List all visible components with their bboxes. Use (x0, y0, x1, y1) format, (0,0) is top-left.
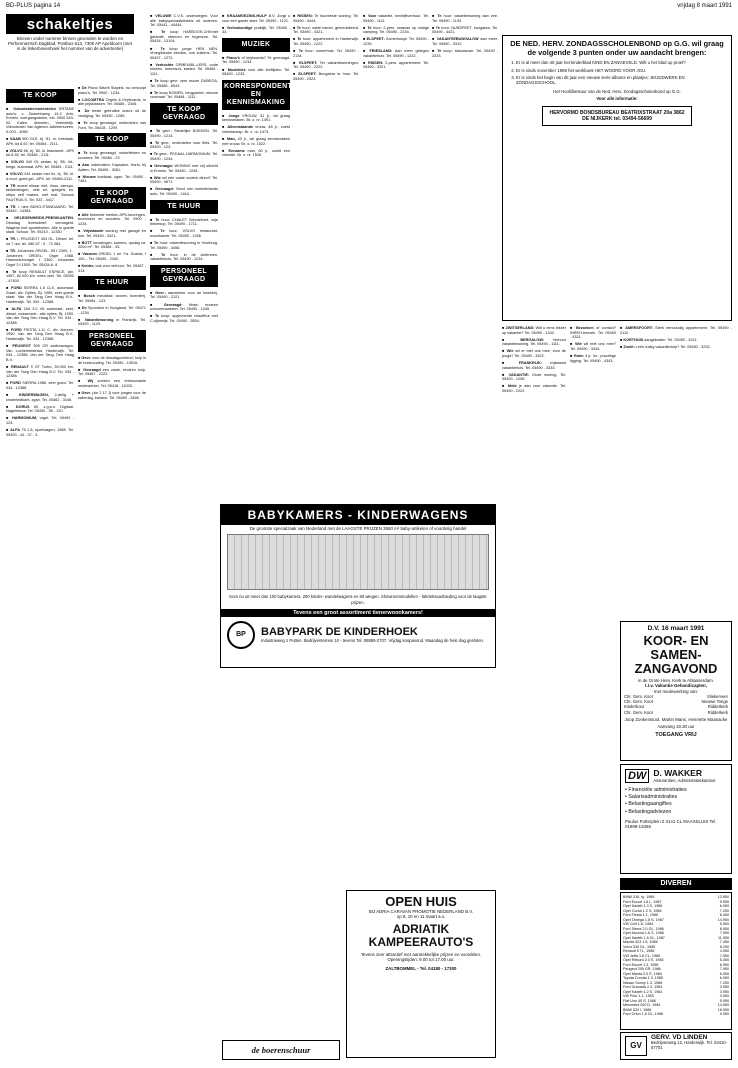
classified-ad: ■ RENAULT 9 GT Turbo, 39.000 km. Van der Tang Den Haag B.V. Tel. 034 - 12388. (6, 365, 74, 379)
classified-ad: ■ Verkochte OPMEUBIL-LERS, oude stoelen, trumeau's, kasten. Tel. 05484 - 1111. (150, 62, 219, 77)
classified-ad: ■ Te gevr.: onderdelen voor fiets. Tel. 05490 - 123. (150, 140, 218, 150)
column-5 (293, 14, 359, 500)
classified-ad: ■ Eenzame man, 60 jr., zoekt een vriendin. Br. o. nr. 1526. (222, 148, 290, 158)
open-huis-line1: BIJ ADRIA CARAVAN PROMOTIE NEDERLAND B.V. (368, 909, 474, 914)
classified-ad: ■ GELEGENHEIDS-PREDIKANTEN. Dinsdag levensbrief, vermageld. Wagens met sportstoelen. Alle in goede staat. Schuur. Tel. 05210 - 12330. (6, 216, 74, 235)
classified-ad: ■ Ruim 4 jr. inr., prachtige ligging. Tel. 05490 - 4343. (570, 353, 617, 363)
wakker-service: • Belastingadviezen (625, 808, 672, 815)
classified-ad: ■ LOCOMTRA Orgels & Keyboards, in alle prijsklassen. Tel. 05485 - 2345. (78, 97, 146, 107)
babykamers-ad (220, 504, 496, 668)
column-3 (150, 14, 218, 1060)
wakker-name: D. WAKKER (653, 768, 702, 778)
baby-ad-title: BABYKAMERS - KINDERWAGENS (221, 505, 495, 525)
classified-ad: ■ ALFA 164 3.0 V6 automaat, zeer, diesel, cruisecontr., alle opties, Bj. 1990. Van der Tang Den Haag B.V. Tel. 034 - 12388. (6, 306, 74, 325)
classified-ad: ■ Te koop: opgevoerde chauffeur met C-rijbewijs. Tel. 05490 - 5554. (150, 314, 219, 323)
wakker-role: Assurantien, Administratiekantoor (653, 778, 716, 783)
zondagsschool-notice (502, 35, 732, 321)
car-listing: Renault 5 TL, 1985 4.950 (623, 949, 729, 953)
classified-ad: ■ Vakantiewoning in Frankrijk. Tel. 05490 - 1129. (78, 317, 147, 327)
wakker-ad (620, 764, 732, 874)
classified-ad: ■ VOLVO 66, bj. '82, kl. blauwmet., APK tot 8-92, tel. 05484 - 2111. (6, 148, 75, 158)
classified-ad: ■ Gevraagd: flinke, ervaren schoonmaakster. Tel. 05490 - 1245. (150, 302, 218, 312)
car-listing: Ford Orion 1.6 GL, 1986 9.950 (623, 1012, 729, 1016)
koor-performer: Chr. Gem. Koor Ridderkerk (624, 709, 728, 715)
car-listing: Ford Fiesta 1.1, 1986 6.450 (623, 913, 729, 917)
classified-ad: ■ Wie wil er met ons mee, voor de jeugd? Tel. 05490 - 3322. (502, 349, 566, 358)
wakker-service: • Salarisadministraties (625, 794, 678, 801)
column-4-lower (222, 672, 340, 1036)
classified-ad: ■ Te koop gevr. zeer mooie DUBEGA. Tel. 05486 - 6543. (150, 79, 218, 88)
classified-ad: ■ DORUS 60, z.g.a.n. Digitaal. Nagelnieuw. Tel. 05490 - 55 - 120. (6, 404, 74, 414)
koor-performer: Chr. Gem. Koor Sliekerveer (624, 694, 728, 700)
diveren-heading: DIVEREN (620, 878, 732, 890)
boerenschuur-ad: de boerenschuur (222, 1040, 340, 1060)
wakker-service: • Belastingaangiftes (625, 801, 672, 808)
classified-ad: ■ Vrijstaande woning met garage en tuin. Tel. 05490 - 3421. (78, 229, 146, 238)
classified-ad: ■ Voor vakantie, bedrijfsverhuur. Tel. 05490 - 1111. (363, 14, 429, 23)
header-left: BD-PLUS pagina 14 (6, 3, 61, 9)
car-listing: Ford Sierra 2.0 GL, 1986 8.950 (623, 926, 729, 931)
babypark-logo-icon: BP (227, 621, 255, 649)
car-listing: Opel Kadett 1.6 GL, 1987 11.950 (623, 935, 729, 940)
classified-ad: ■ FRANKRIJK: vrijstaand vakantiehuis. Tel. 05490 - 3333. (502, 361, 566, 370)
classified-ad: ■ ZWITSERLAND: Wilt u eens lekker op vakantie? Tel. 05490 - 1342. (502, 326, 566, 335)
classified-ad: ■ Verloskundige praktijk. Tel. 05490 - 33. (222, 25, 290, 35)
wakker-address: Paulus Potterplein 2 3141 CL MAASSLUIS Tel. 01899-13456 (625, 818, 717, 830)
car-listing: Mazda 323 1.5, 1986 7.450 (623, 940, 729, 944)
shop-illustration (227, 534, 489, 590)
car-listing: Toyota Corolla 1.3, 1985 6.950 (623, 976, 729, 980)
classified-ad: ■ Gevr. voor de dinsdagochtend, hulp in de huishouding. Tel. 05490 - 13516. (78, 355, 146, 365)
koor-place: in de Grote Herv. Kerk te Ablasserdam. (637, 678, 715, 683)
column-1 (6, 86, 74, 1060)
classified-ad: ■ Te gevr.: PEDAAL-HARMONIUM. Tel. 05490 - 1234. (150, 152, 219, 161)
car-listing: Fiat Uno 45 S, 1986 5.950 (623, 998, 729, 1003)
classified-ad: ■ KINDERWAGEN, 2-delig + kinderledikant, zgan. Tel. 05462 - 3146. (6, 392, 74, 402)
koor-time: Aanvang 19.30 uur (657, 724, 695, 729)
open-huis-line2: op 8, 10 en 11 maart a.s. (396, 914, 446, 920)
babypark-block (221, 619, 495, 651)
classified-ad: ■ TR. Johannes ORGEL. 05 f 2300, 1 . Johannes ORGEL. Orgel 1988, Harmoniumorgel. f 2300. Johannes Orgel 2 f 1500. Tel. 05434-6. 8. (6, 248, 74, 267)
koor-theme: t.t.v. Vakantie Gehandicapten, (645, 683, 707, 689)
wakker-logo-icon: DW (625, 769, 649, 783)
koor-entry: TOEGANG VRIJ (655, 732, 697, 739)
category-heading: PERSONEEL GEVRAAGD (150, 265, 218, 287)
header-right: vrijdag 8 maart 1991 (677, 3, 732, 9)
column-10 (620, 326, 732, 616)
classified-ad: ■ KORTHUIS aangeboden. Tel. 05490 - 3211. (620, 337, 698, 342)
classified-ad: ■ Bosch meubilair, wonen, boerderij. Tel. 05484 - 123. (78, 294, 146, 303)
column-2 (78, 86, 146, 1060)
classified-ad: ■ Piano's of keyboards? Te gevraagd. Tel. 05490 - 1234. (222, 55, 290, 65)
category-heading: PERSONEEL GEVRAAGD (78, 330, 146, 352)
category-heading: TE HUUR (78, 276, 146, 290)
classified-ad: ■ Volvodealer/onderdelen ERTADE auto's. v. Zwaveluweg 14-2 Arfo, Ermelo, overgangsdelen, etc. 0900 543-02. Kalen, diensten, Vriendelijk. Volvodealer Van Agtered, Adlertersveen, 0-003 - 4098. (6, 107, 75, 134)
car-listing: Opel Corsa 1.2 S, 1986 7.250 (623, 908, 729, 913)
classified-ad: ■ De Piano Wacht Stapink, nu verkoopt piano's. Tel. 0900 - 1234. (78, 86, 146, 95)
gerv-linden-ad (620, 1032, 732, 1060)
car-price-list (620, 892, 732, 1030)
classified-ad: ■ TR. i. PEUGEOT 404 GL. Diesel, tel. na 7 uur, tel. 080-97 - 9 - 72 384. (6, 237, 74, 246)
classified-ad: ■ Te huur: vakantiewoning aan zee. Tel. 05490 - 1133. (432, 14, 499, 23)
open-huis-big: ADRIATIK KAMPEERAUTO'S (368, 921, 474, 949)
classified-ad: ■ Te koop: stacaravan. Tel. 05490 - 2223. (432, 49, 499, 58)
car-listing: BMW 316, bj. 1989 12.950 (623, 895, 729, 899)
classified-ad: ■ Wij zoeken een enthousiaste medewerker. Tel. 05418 - 11003. (78, 379, 146, 388)
classified-ad: ■ Te koop RENAULT ESPACE, jan. 1987, 62.000 km. extra veel. Tel. 05490 - 47400. (6, 269, 75, 283)
classified-ad: ■ Te huur: appartement in Harderwijk. Tel. 05490 - 1222. (293, 37, 360, 46)
classified-ad: ■ Te koop HARBOOK-CHEmet garantie, stremen en tegenzon. Tel. 05434 - 13104. (150, 30, 218, 44)
classified-ad: ■ Gevr. (zie 2 17 J) voor jongen voor de zaterdag, kantoor. Tel. 05490 - 3456. (78, 390, 147, 400)
classified-ad: ■ RISSEN: Te huurbeste woning. Tel. 05490 - 4444. (293, 14, 359, 23)
car-listing: Opel Rekord 2.0 S, 1984 5.450 (623, 958, 729, 962)
classified-ad: ■ FORD FIESTA 1.1L C, div. kleuren, 1990. Van der Tang Den Haag B.V., Harderwijk. Tel. 034 - 12388. (6, 327, 74, 342)
classified-ad: ■ VELUWE C.V.S. onderwegen. Voor alle babyspeciaalwinkels uit ordenen. Tel. 05441 - 44444. (150, 14, 218, 28)
classified-ad: ■ FORD SIERRA 1986, zeer goed. Tel. 034 - 12388. (6, 381, 74, 390)
classified-ad: ■ Te gevr.: Stedelijke BOEKEN. Tel. 05490 - 1214. (150, 129, 218, 138)
classified-ad: ■ BOTT inrostingen, kamers, opslag ca. 2000 m². Tel. 05484 - 33. (78, 240, 146, 250)
classified-ad: ■ Te koop gevraagd: motorfietsen en scooters. Tel. 05484 - 23. (78, 151, 146, 160)
classified-ad: ■ Kelder, ook voor verhuur. Tel. 05487 - 313. (78, 264, 146, 273)
koor-performer: Chr. Gem. Koor Nieuwe Tonge (624, 699, 728, 705)
wakker-services (625, 787, 727, 816)
classified-ad: ■ Nieuwe koelkast, zgan. Tel. 05490 - 7481. (78, 174, 146, 184)
classified-ad: ■ Aan ordemaken: Kapsalon, Horst, bij Aalten. Tel. 05495 - 3281. (78, 162, 146, 172)
classified-ad: ■ ELSPEET: Zomerhuisje. Tel. 05490 - 1239. (363, 37, 429, 46)
open-huis-line3: Tevens zeer attractief met aantrekkelijke prijzen en voordelen. Openingstijden: 9.00 tot 17.00 uur. (360, 951, 482, 963)
category-heading: KORRESPONDENTIE EN KENNISMAKING (222, 80, 290, 110)
category-heading: TE KOOP (78, 133, 146, 147)
classified-ad: ■ Alle bekende merken APK-keuringen, brommers en scooters. Tel. 0900 - 1234. (78, 212, 146, 226)
category-heading: TE KOOP GEVRAAGD (150, 103, 218, 125)
classified-ad: ■ ALFA 75 1.8, sportwagen, 1988. Tel. 05490 - 44 - 37 - 3. (6, 428, 74, 437)
koor-intro: met medewerking van: (653, 688, 699, 694)
car-listing: Opel Omega 1.8 S, 1987 14.950 (623, 917, 729, 922)
classified-ad: ■ ELSPEET: Bungalow te huur. Tel. 05490 - 2323. (293, 72, 359, 82)
car-listing: Ford Escort 1.6 L, 1987 9.950 (623, 899, 729, 904)
classified-ad: ■ Gevr.: aanwerker voor de kwekerij. Tel. 05490 - 2121. (150, 290, 218, 300)
classified-ad: ■ AMERSFOORT: Sterk eenvoudig appartement. Tel. 05490 - 2112. (620, 326, 732, 335)
classified-ad: ■ PEUGEOT 305 GR stationwagon. Van Lochemtestraat, Harderwijk. Tel. 034 - 12388. Van der Tang. Den Haag B.V. (6, 344, 74, 362)
classified-ad: ■ Muziekles voor alle leeftijden. Tel. 05490 - 1233. (222, 67, 290, 77)
car-listing: Ford Escort 1.3, 1985 6.950 (623, 962, 729, 967)
koor-rows (624, 694, 728, 714)
category-heading: TE KOOP GEVRAAGD (78, 187, 146, 209)
classified-ad: ■ VAKANTIE: Grote woning. Tel. 05490 - 1255. (502, 372, 566, 382)
classified-ad: ■ Meld je aan voor vakantie. Tel. 05490 - 2222. (502, 384, 566, 394)
classified-ad: ■ VAKANTIEBUNGALOW aan meer, Tel. 05490 - 3310. (432, 37, 498, 46)
classified-ad: ■ Te koop gevraagd, onderdelen van Ford. Tel. 05418 - 1209. (78, 121, 146, 130)
classified-ad: ■ Vacuum ORGEL 1 ml. Fa. Gustav, f 100,-. Tel. 05490 - 2342. (78, 252, 146, 262)
classified-ad: ■ Te koop BOMEN, bergparket, nieuwe voorraad. Tel. 05484 - 1111. (150, 90, 218, 100)
category-heading: MUZIEK (222, 38, 290, 52)
classified-ad: ■ Te huur: CHALET Schotzfurst, vrije bekerkop. Tel. 05490 - 1711. (150, 217, 219, 227)
classified-ad: ■ Alleenstaande vrouw, 48 jr., zoekt vriendschap. Br. o. nr. 1473. (222, 125, 291, 135)
car-listing: BMW 520 i, 1986 18.950 (623, 1007, 729, 1012)
column-9 (570, 326, 616, 1060)
open-huis-heading: OPEN HUIS (385, 894, 457, 909)
car-listing: Ford Granada 2.3, 1983 3.950 (623, 985, 729, 989)
classified-ad: ■ RISSEN: 2-pers. appartement. Tel. 05490 - 3321. (363, 60, 429, 70)
masthead (6, 14, 134, 84)
classified-ad: ■ Te koop jonge HEN NEN. Vroeg/kleuke eenden, ook kuikens. Tel. 05497 - 1272. (150, 46, 218, 60)
notice-address: HERVORMD BONDSBUREAU BEATRIXSTRAAT 20a 3862 DE NIJKERK tel. 03494-56699 (542, 106, 692, 126)
classified-ad: ■ De beste gebruikte auto's uit de vestiging. Tel. 05490 - 1289. (78, 109, 146, 118)
wakker-service: • Financiële administraties (625, 787, 687, 793)
koor-organisten: Joop Zonkenstool, Martin Mans, Henriette Maasacke (624, 716, 728, 722)
column-5-lower (346, 672, 496, 886)
classified-ad: ■ FRIESLAND: Aan meer gelegen vakantiehuis. Tel. 05490 - 1222. (363, 49, 429, 58)
notice-point: 2. Er is sinds november 1989 het werkboek HET WOORD VOOR JOU. (516, 68, 726, 73)
babypark-name: BABYPARK DE KINDERHOEK (261, 626, 418, 639)
classified-ad: ■ Te huur: zomerhuis. Tel. 05490 - 2134. (293, 49, 359, 58)
masthead-subtitle: Brieven onder nummer binnen gevonden te worden en Perhenniertsch Dagblad, Postbus 613, 7300 AP Apeldoorn (met in de linkerbovenhoek het nummer van de advertentie) (8, 36, 132, 52)
classified-ad: ■ Zoekt u een rustig vakantiedorp? Tel. 05490 - 3232. (620, 344, 711, 349)
column-7 (432, 14, 498, 500)
classified-ad: ■ Wie wil met ons mee? Tel. 05490 - 3344. (570, 342, 616, 351)
baby-ad-sub: De grootste specialzaak van Nederland met de LAAGSTE PRIJZEN 3550 m² baby-artikelen of voordelig handel (249, 526, 467, 531)
column-8 (502, 326, 566, 1060)
classified-ad: ■ De Spoortuin in Hoogland. Tel. 05471 - 1234. (78, 306, 147, 315)
car-listing: Opel Kadett 1.2 S, 1983 3.950 (623, 989, 729, 994)
classified-ad: ■ SAAB 900 GLE. bj. '81, m. trekhaak, APK tot 8-92, tel. 05484 - 2111. (6, 137, 75, 146)
car-listing: Mercedes 200 D, 1984 14.950 (623, 1003, 729, 1007)
notice-title: DE NED. HERV. ZONDAGSSCHOLENBOND op G.G. wil graag de volgende 3 punten onder uw aandacht brengen: (510, 39, 724, 57)
classified-ad: ■ Bezoeken of contact? INREH-bezoek. Tel. 05490 - 4321. (570, 326, 616, 340)
baby-ad-text: Kom nu uit meer dan 100 babykamers, 200 kinder- wandelwagens en 80 wiegen. Showroommodellen - fabrieksaanbieding voor de laagste prijzen. (229, 594, 487, 605)
car-listing: VW Golf 1.6, 1984 5.950 (623, 922, 729, 926)
column-4 (222, 14, 300, 500)
classified-ad: ■ Jonge VROUW, 31 jr., wil graag kennismaken. Br. o. nr. 1491. (222, 113, 291, 123)
car-listing: Nissan Sunny 1.3, 1986 7.250 (623, 980, 729, 985)
car-listing: Volvo 340 DL, 1985 6.250 (623, 944, 729, 949)
classified-ad: ■ VOLVO 340 GL sedan, bj. '85, 4d., beige, automaat, APK, tel. 05484 - 2111. (6, 160, 74, 170)
classified-ad: ■ Gevraagd: Gerui een tweedehands auto. Tel. 05490 - 1444. (150, 187, 219, 197)
car-listing: VW Polo 1.1, 1983 3.950 (623, 994, 729, 998)
classified-ad: ■ Gevraagd: WONING met vrij uitzicht in Ermelo. Tel. 05490 - 1245. (150, 164, 218, 173)
notice-footer: Het Hoofdbestuur van de Ned. Herv. Zondagsscholenbond op G.G. (553, 88, 681, 94)
notice-point: 3. Er is sinds het begin van dit jaar een nieuwe serie albums en plaatjes: JEUGDWERK EN ZONDAGSSCHOOL. (516, 75, 726, 86)
classified-ad: ■ Gevraagd een vaste, ervaren hulp. Tel. 05487 - 2222. (78, 367, 146, 377)
baby-ad-strip: Tevens een groot assortiment tienerwoonkamers! (221, 609, 495, 617)
classified-ad: ■ HARMONIUM, orgel. Tel. 05490 - 123. (6, 416, 74, 425)
classified-ad: ■ Te huur: VOLVO restaurant, woonkamer. Tel. 05490 - 1256. (150, 229, 218, 238)
car-listing: Opel Kadett 1.3 S, 1985 6.950 (623, 904, 729, 908)
gerv-logo-icon: GV (625, 1036, 647, 1056)
open-huis-line4: ZALTBOMMEL - Tel. 04180 - 17300 (385, 965, 457, 971)
classified-ad: ■ Te huur: NUNSPEET, bungalow. Tel. 05490 - 4421. (432, 25, 499, 35)
classified-ad: ■ Te huur: vakantiewoning in Voorburg. Tel. 05490 - 3456. (150, 241, 219, 250)
category-heading: TE KOOP (6, 89, 74, 103)
classified-ad: ■ TR. i. nine BUHO-STANDAARD. Tel. 03462 - 14384. (6, 204, 75, 214)
classified-ad: ■ TR moeet elkaar niet, rinus, sierspo, tankleidingen, velk en. spiegels en, strips zelf maken, met mal. Schoon FAUTRUILS. Tel. 033 - 4417. (6, 183, 74, 202)
classified-ad: ■ KRAAMGEZINS-HULP B.V. Zorgt u voor een goede start. Tel. 05490 - 1121. (222, 14, 291, 23)
car-listing: Opel Manta 2.0 E, 1984 6.950 (623, 971, 729, 976)
gerv-name: GERV. VD LINDEN (651, 1034, 708, 1041)
category-heading: TE HUUR (150, 200, 218, 214)
classified-ad: ■ Wie wil een vaste oudere direct? Tel. 05490 - 9871. (150, 175, 218, 185)
koor-zangavond-ad (620, 621, 732, 761)
classified-ad: ■ FORD SIERRA 1.6 CLX, automaat. Zwart, div. Opties. Bj. 1985, zeer goede staat. Van der Tang Den Haag B.V., Harderwijk. Tel. 034 - 12388. (6, 286, 74, 304)
column-6 (363, 14, 429, 500)
classified-ad: ■ Te huur: in de Ardennen, vakantiehuis. Tel. 05490 - 1234. (150, 252, 218, 262)
open-huis-ad (346, 890, 496, 1058)
koor-date: D.V. 16 maart 1991 (647, 625, 705, 632)
koor-title: KOOR- EN SAMEN- ZANGAVOND (634, 633, 718, 676)
notice-point: 1. Er is al meer dan 40 jaar het kinderblad KIND EN ZANGEVELD. Wilt u het blad op proef? (516, 60, 726, 65)
classified-ad: ■ VOLVO 244 sedan met 6c, bj. '80, kl. d.rood, goed gel., APK, tel. 05484-2111. (6, 172, 74, 181)
classified-ad: ■ Te huur: vaste kamer, gemeubileerd. Tel. 05490 - 4321. (293, 25, 360, 35)
notice-address-intro: Voor alle informatie: (596, 96, 638, 102)
gerv-address: Bedrijvenweg 12, Harderwijk. Tel. 03410-57701 (651, 1040, 728, 1051)
babypark-address: Industrieweg 1 Putten. Bedrijventerrein 10 - tevens Tel. 08889-2707. Vrijdag koopavond. Maandag de hele dag gesloten. (261, 638, 485, 644)
classified-ad: ■ ELSPEET: Ter vakantiewoningen. Tel. 05490 - 2222. (293, 60, 359, 70)
car-listing: VW Jetta 1.6 CL, 1985 7.950 (623, 953, 729, 958)
classified-ad: ■ Man, 43 jr., wil graag kennismaken met vrouw. Br. o. nr. 1522. (222, 137, 290, 146)
car-listing: Peugeot 205 GR, 1986 7.950 (623, 967, 729, 971)
page-header (6, 3, 732, 13)
masthead-title: schakeltjes (6, 14, 134, 34)
classified-ad: ■ Te huur: 2-pers. caravan op rustige camping. Tel. 05490 - 2234. (363, 25, 430, 35)
notice-points (508, 60, 726, 86)
koor-performer: Kinderkoor Ridderkerk (624, 704, 728, 710)
classified-ad: ■ BERGALOW: Verhuur vakantiewoning. Tel. 05490 - 1111. (502, 337, 566, 347)
car-listing: Opel Ascona 1.6 S, 1986 7.950 (623, 931, 729, 935)
